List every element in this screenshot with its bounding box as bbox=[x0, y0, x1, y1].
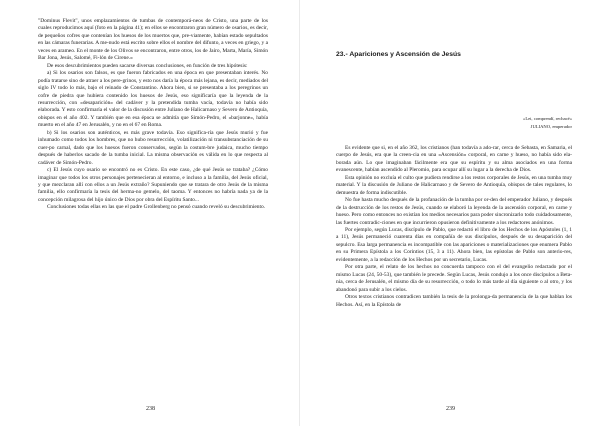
paragraph: Por otra parte, el relato de los hechos no concuerda tampoco con el del evangelio redactado por el mismo Lucas (24, 50-53), que también le precede. Según Lucas, Jesús condujo a los once discípulos a Beta-nia, cerca de Jerusalén, el mismo día de su resurrección, o todo lo más tarde al día siguiente o al otro, y los abandonó para subir a los cielos. bbox=[336, 264, 572, 293]
paragraph: c) El Jesús cuyo osario se encontró no es Cristo. En este caso, ¿de qué Jesús se trataba? ¿Cómo imaginar que todos los otros personajes pertenecieran al entorno, e incluso a la familia, del Jesús oficial, y que mezclaran allí con ellos a un Jesús extraño? Supuniendo que se tratara de otro Jesús de la misma familia, ello confirmaría la tesis del herma-no gemelo, del taoma. Y entonces no habría nada ya de la concepción milagrosa del hijo único de Dios por obra del Espíritu Santo... bbox=[38, 167, 268, 203]
page-number: 239 bbox=[446, 406, 455, 412]
left-page-body bbox=[38, 18, 268, 212]
paragraph: "Dominus Flevit", unos emplazamientos de tumbas de contemporá-neos de Cristo, una parte de los cuales reproducimos aquí (foto en la página 41); en ellos se encontraron gran número de osarios, es decir, de pequeños cofres que contenían los huesos de los muertos que, pre-viamente, habían estado sepultados en las cámaras funerarias. A me-nudo está escrito sobre ellos el nombre del difunto, a veces en griego, y a veces en arameo. En el monte de los Olivos se encontraron, entre otros, los de Jairo, Marta, María, Simón Bar Jona, Jesús, Salomé, Fi-lón de Cirene.» bbox=[38, 18, 268, 62]
paragraph: No fue hasta mucho después de la profanación de la tumba por or-den del emperador Juliano, y después de la destrucción de los restos de Jesús, cuando se elaboró la leyenda de la ascensión corporal, en carne y hueso. Pero como entonces no existían los medios necesarios para poder sincronizarlo todo cuidadosamente, las fuertes contradic-ciones en que incurrieron opusieron definitivamente a los redactores anónimos. bbox=[336, 197, 573, 226]
page-number: 238 bbox=[146, 406, 155, 412]
paragraph: De esos descubrimientos pueden sacarse diversas conclusiones, en función de tres hipótesis: bbox=[47, 62, 248, 69]
right-page-body bbox=[336, 145, 572, 309]
epigraph-quote: «Lei, comprendí, rechacé» bbox=[523, 116, 572, 121]
paragraph: Otros textos cristianos contradicen también la tesis de la prolonga-da permanencia de la que hablan los Hechos. Así, en la Epístola de bbox=[336, 294, 572, 308]
paragraph: Esta opinión no excluía el culto que pudiera rendirse a los restos corporales de Jesús, en una tumba muy material. Y la discusión de Juliano de Halicarnaso y de Severo de Antioquía, obispos de tales regulares, lo demuestra de forma indiscutible. bbox=[336, 174, 572, 196]
right-page bbox=[300, 0, 600, 426]
epigraph-attribution: JULIANO, emperador bbox=[530, 123, 572, 129]
paragraph: Conclusiones todas ellas en las que el padre Grollenberg no pensó cuando reveló su descubrimiento. bbox=[47, 204, 266, 211]
paragraph: Es evidente que si, en el año 362, los cristianos (han todavía a ado-rar, cerca de Sebasta, en Samaria, el cuerpo de Jesús, era que la creen-cia en una «Ascensión» corporal, en carne y hueso, no había sido ela-borada aún. Lo que imaginaban fácilmente era que su espíritu y su alma asociados en una forma evanescente, habían ascendido al Pleromio, para ocupar allí su lugar a la derecha de Dios. bbox=[336, 145, 572, 174]
chapter-title: 23.- Apariciones y Ascensión de Jesús bbox=[336, 51, 461, 58]
paragraph: a) Si los osarios son falsos, es que fueron fabricados en una época en que presentaban interés. No podía tratarse sino de atraer a los pere-grinos, y esto nos daría la época más lejana, es decir, mediados del siglo IV todo lo más, bajo el reinado de Constantino. Ahora bien, si se presentaba a los peregrinos un cofre de piedra que hubiera contenido los huesos de Jesús, eso significaría que la leyenda de la resurrección, con «desaparición» del cadáver y la pretendida tumba vacía, todavía no había sido elaborada. Y esto confirmaría el valor de la discusión entre Juliano de Halicarnaso y Severo de Antioquía, obispos en el año 402. Y también que en esa época se admitía que Simón-Pedro, el «barjonne», había muerto en el año 47 en Jerusalén, y no en el 67 en Roma. bbox=[38, 70, 269, 129]
epigraph bbox=[523, 115, 572, 130]
paragraph: b) Si los osarios son auténticos, es más grave todavía. Eso significa-ría que Jesús murió y fue inhumado como todos los hombres, que no hubo resurrección, volatilización ni transubstanciación de su cuer-po carnal, dado que los huesos fueron conservados, según la costum-bre judaica, mucho tiempo después de haberlos sacado de la tumba inicial. La misma observación es válida en lo que respecta al cadáver de Simón-Pedro. bbox=[38, 129, 268, 166]
paragraph: Por ejemplo, según Lucas, discípulo de Pablo, que redactó el libro de los Hechos de los Apóstoles (1, 1 a 11), Jesús permaneció cuarenta días en compañía de sus discípulos, después de su desaparición del sepulcro. Esa larga permanencia es incompatible con las apariciones o materializaciones que enumera Pablo en su Primera Epístola a los Corintios (15, 3 a 11). Ahora bien, las epístolas de Pablo son anterio-res, evidentemente, a la redacción de los Hechos por un secretario, Lucas. bbox=[336, 226, 572, 263]
